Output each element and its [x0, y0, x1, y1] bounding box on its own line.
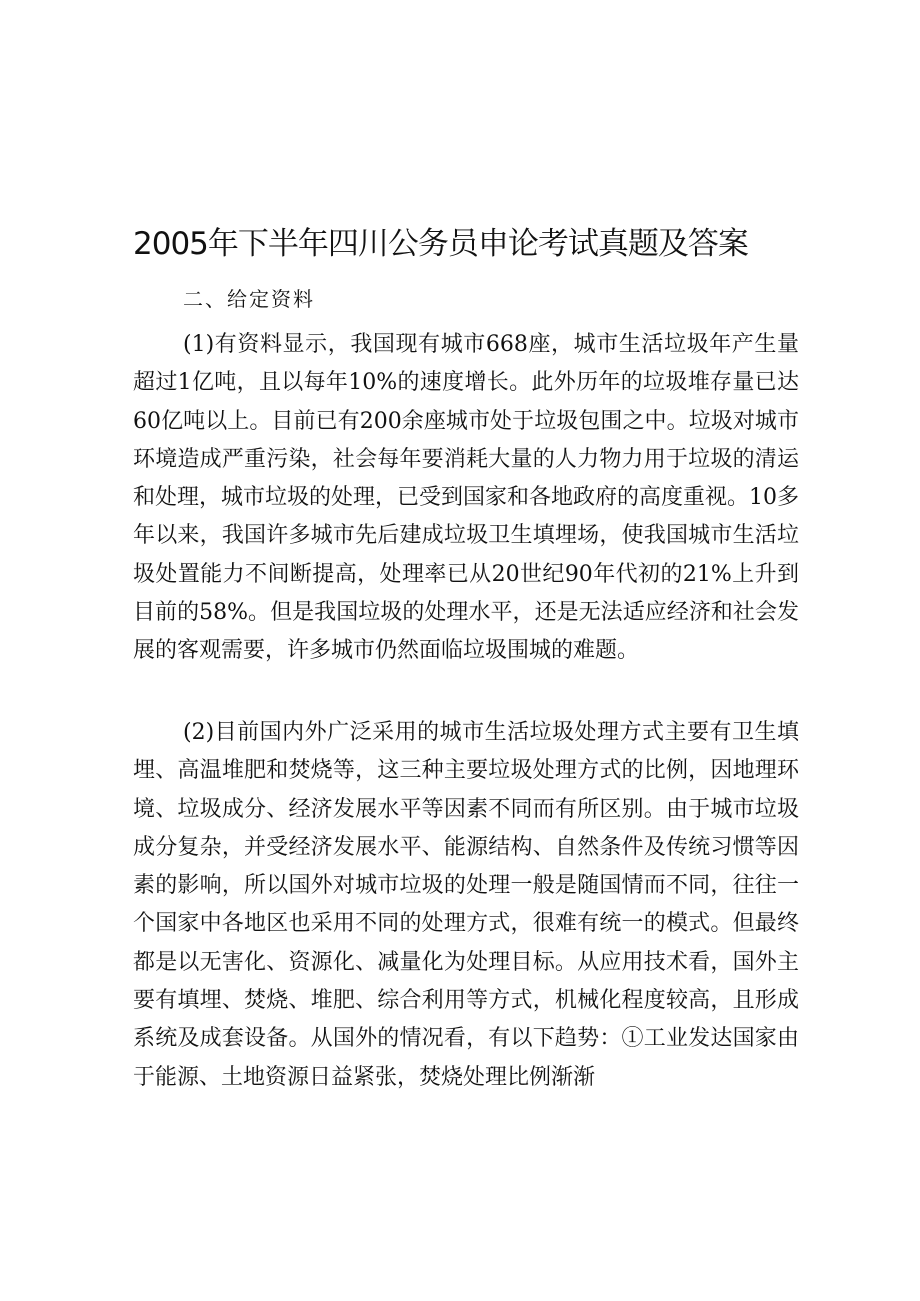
document-title: 2005年下半年四川公务员申论考试真题及答案 — [133, 226, 748, 262]
section-heading: 二、给定资料 — [183, 287, 315, 311]
paragraph-1: (1)有资料显示，我国现有城市668座，城市生活垃圾年产生量超过1亿吨，且以每年10%的速度增长。此外历年的垃圾堆存量已达60亿吨以上。目前已有200余座城市处于垃圾包围之中。垃圾对城市环境造成严重污染，社会每年要消耗大量的人力物力用于垃圾的清运和处理，城市垃圾的处理，已受到国家和各地政府的高度重视。10多年以来，我国许多城市先后建成垃圾卫生填埋场，使我国城市生活垃圾处置能力不间断提高，处理率已从20世纪90年代初的21%上升到目前的58%。但是我国垃圾的处理水平，还是无法适应经济和社会发展的客观需要，许多城市仍然面临垃圾围城的难题。 — [133, 332, 799, 664]
paragraph-2: (2)目前国内外广泛采用的城市生活垃圾处理方式主要有卫生填埋、高温堆肥和焚烧等，这三种主要垃圾处理方式的比例，因地理环境、垃圾成分、经济发展水平等因素不同而有所区别。由于城市垃圾成分复杂，并受经济发展水平、能源结构、自然条件及传统习惯等因素的影响，所以国外对城市垃圾的处理一般是随国情而不同，往往一个国家中各地区也采用不同的处理方式，很难有统一的模式。但最终都是以无害化、资源化、减量化为处理目标。从应用技术看，国外主要有填埋、焚烧、堆肥、综合利用等方式，机械化程度较高，且形成系统及成套设备。从国外的情况看，有以下趋势：①工业发达国家由于能源、土地资源日益紧张，焚烧处理比例渐渐 — [133, 720, 799, 1090]
